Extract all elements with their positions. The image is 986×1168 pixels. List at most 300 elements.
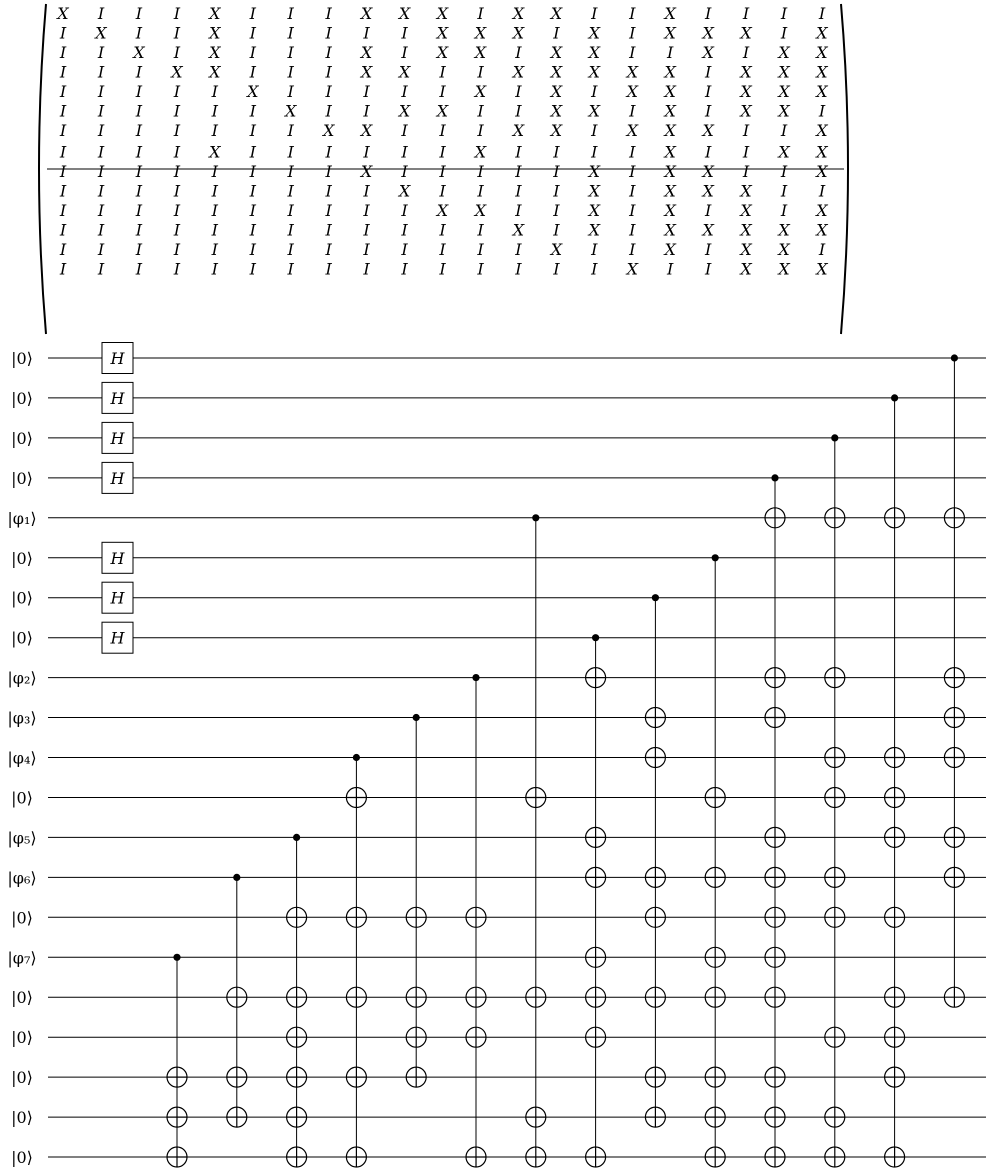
matrix-entry: I (97, 162, 105, 181)
matrix-entry: I (401, 43, 408, 62)
matrix-entry: I (325, 23, 332, 43)
cnot-target (645, 1067, 665, 1087)
matrix-entry: I (629, 101, 636, 121)
matrix-entry: I (249, 101, 256, 121)
matrix-entry: I (439, 220, 446, 240)
cnot-target (227, 987, 247, 1007)
cnot-target (705, 1147, 725, 1167)
wire-label: |0⟩ (11, 349, 33, 368)
matrix-entry: I (363, 220, 370, 240)
matrix-entry: I (287, 23, 294, 43)
matrix-entry: I (439, 142, 446, 162)
matrix-entry: I (325, 101, 332, 121)
matrix-entry: I (705, 201, 712, 220)
cnot-target (586, 987, 606, 1007)
cnot-target (645, 867, 665, 887)
matrix-entry: X (778, 240, 790, 259)
matrix-entry: I (211, 162, 218, 181)
matrix-entry: X (209, 4, 221, 23)
control-dot (891, 394, 898, 401)
matrix-entry: I (477, 162, 484, 181)
matrix-entry: I (135, 181, 143, 201)
matrix-entry: X (626, 82, 638, 101)
hadamard-gate (102, 382, 133, 413)
control-dot (771, 474, 778, 481)
matrix-entry: X (209, 62, 221, 82)
matrix-entry: I (249, 43, 256, 62)
wire-label: |0⟩ (11, 468, 33, 488)
wire-label: |0⟩ (11, 1148, 33, 1167)
matrix-entry: I (818, 101, 826, 121)
cnot-column (765, 474, 785, 1167)
matrix-entry: X (778, 101, 790, 121)
matrix-entry: X (588, 181, 600, 201)
cnot-column (466, 674, 486, 1167)
wire-label: |0⟩ (11, 388, 33, 408)
matrix-entry: X (626, 62, 638, 82)
matrix-entry: I (249, 240, 256, 259)
matrix-entry: I (477, 220, 484, 240)
cnot-target (586, 668, 606, 688)
matrix-entry: I (363, 82, 370, 101)
control-dot (173, 954, 180, 961)
matrix-entry: I (59, 142, 67, 162)
matrix-entry: I (515, 101, 522, 121)
matrix-entry: I (515, 142, 522, 162)
matrix-entry: I (363, 201, 370, 220)
cnot-target (645, 987, 665, 1007)
matrix-entry: X (778, 82, 790, 101)
matrix-entry: X (664, 220, 676, 240)
matrix-entry: I (211, 259, 218, 279)
matrix-entry: I (742, 43, 750, 62)
matrix-entry: X (171, 62, 183, 82)
matrix-entry: X (474, 43, 487, 62)
matrix-entry: X (436, 43, 449, 62)
matrix-entry: I (629, 142, 636, 162)
hadamard-gates (102, 343, 133, 654)
matrix-entry: X (740, 23, 752, 43)
matrix-entry: I (515, 43, 522, 62)
matrix-entry: I (59, 43, 67, 62)
matrix-entry: I (135, 4, 143, 23)
wire-label: |0⟩ (11, 548, 33, 568)
matrix-entry: I (173, 201, 181, 220)
matrix-entry: X (740, 201, 752, 220)
matrix-entry: I (439, 181, 446, 201)
matrix-entry: X (740, 220, 752, 240)
cnot-target (287, 1027, 307, 1047)
cnot-target (765, 508, 785, 528)
hadamard-gate (102, 343, 133, 374)
cnot-column (227, 874, 247, 1127)
matrix-entry: X (588, 62, 600, 82)
wire-label: |0⟩ (11, 428, 33, 448)
quantum-circuit (7, 343, 986, 1168)
matrix-entry: I (211, 181, 218, 201)
control-dot (413, 714, 420, 721)
matrix-entry: X (664, 101, 676, 121)
matrix-entry: I (553, 201, 560, 220)
matrix-entry: I (59, 162, 67, 181)
matrix-entry: I (97, 43, 105, 62)
cnot-target (765, 827, 785, 847)
matrix-entry: X (664, 142, 676, 162)
matrix-entry: X (360, 62, 373, 82)
matrix-entry: I (249, 220, 256, 240)
matrix-entry: I (780, 201, 788, 220)
cnot-target (705, 987, 725, 1007)
matrix-entry: X (550, 82, 563, 101)
matrix-entry: I (439, 240, 446, 259)
matrix-entry: X (702, 121, 714, 140)
matrix-entry: I (135, 220, 143, 240)
cnot-target (765, 907, 785, 927)
matrix-entry: X (702, 43, 714, 62)
matrix-entry: X (285, 101, 297, 121)
matrix-entry: I (59, 181, 67, 201)
matrix-entry: X (360, 121, 373, 140)
matrix-entry: I (515, 82, 522, 101)
cnot-target (825, 1107, 845, 1127)
matrix-entry: X (816, 142, 828, 162)
matrix-entry: I (325, 82, 332, 101)
matrix-entry: X (702, 220, 714, 240)
cnot-target (526, 1107, 546, 1127)
matrix-entry: I (629, 240, 636, 259)
matrix-entry: I (325, 142, 332, 162)
hadamard-gate (102, 462, 133, 493)
cnot-target (167, 1107, 187, 1127)
matrix-entry: I (515, 181, 522, 201)
cnot-target (885, 1147, 905, 1167)
matrix-entry: I (325, 181, 332, 201)
matrix-left-paren (39, 4, 46, 334)
cnot-target (346, 907, 366, 927)
matrix-entry: I (287, 82, 294, 101)
matrix-entry: I (818, 240, 826, 259)
matrix-entry: I (249, 23, 256, 43)
matrix-entry: X (664, 23, 676, 43)
cnot-target (765, 708, 785, 728)
cnot-target (705, 788, 725, 808)
matrix-entry: X (816, 43, 828, 62)
matrix-entry: I (363, 259, 370, 279)
cnot-column (645, 594, 665, 1127)
hadamard-label: H (110, 468, 125, 488)
matrix-entry: X (740, 82, 752, 101)
matrix-entry: I (211, 201, 218, 220)
matrix-entry: I (705, 4, 712, 23)
matrix-entry: I (59, 101, 67, 121)
matrix-entry: I (173, 121, 181, 140)
matrix-entry: I (97, 181, 105, 201)
matrix-entry: I (135, 201, 143, 220)
matrix-entry: X (702, 162, 714, 181)
matrix-entry: I (363, 181, 370, 201)
cnot-target (885, 1027, 905, 1047)
cnot-target (586, 867, 606, 887)
matrix-entry: I (629, 162, 636, 181)
wire-label: |0⟩ (11, 988, 33, 1008)
matrix-entry: X (740, 101, 752, 121)
matrix-entry: X (816, 121, 828, 140)
matrix-entry: X (664, 4, 676, 23)
cnot-column (406, 714, 426, 1087)
hadamard-label: H (110, 548, 125, 568)
matrix-entry: I (173, 82, 181, 101)
cnot-target (346, 788, 366, 808)
cnot-target (944, 508, 964, 528)
cnot-target (406, 1067, 426, 1087)
matrix-entry: X (550, 43, 563, 62)
matrix-entry: X (550, 62, 563, 82)
cnot-target (885, 987, 905, 1007)
matrix-entry: I (553, 142, 560, 162)
matrix-entry: I (249, 142, 256, 162)
matrix-entry: X (740, 259, 752, 279)
matrix-entry: I (135, 62, 143, 82)
matrix-entry: I (59, 62, 67, 82)
cnot-column (526, 514, 546, 1167)
cnot-target (287, 1067, 307, 1087)
matrix-entry: I (97, 142, 105, 162)
cnot-target (885, 508, 905, 528)
matrix-entry: I (135, 101, 143, 121)
matrix-entry: I (325, 220, 332, 240)
matrix-entry: X (550, 240, 563, 259)
matrix-entry: I (553, 259, 560, 279)
cnot-target (944, 867, 964, 887)
hadamard-gate (102, 622, 133, 653)
cnot-column (825, 434, 845, 1167)
matrix-entry: I (477, 240, 484, 259)
matrix-entry: I (591, 82, 598, 101)
control-dot (293, 834, 300, 841)
matrix-entry: X (778, 62, 790, 82)
cnot-target (765, 668, 785, 688)
cnot-target (765, 1067, 785, 1087)
wire-label: |φ₇⟩ (7, 948, 37, 968)
matrix-entry: I (97, 240, 105, 259)
matrix-entry: I (135, 121, 143, 140)
cnot-target (885, 827, 905, 847)
cnot-target (645, 748, 665, 768)
matrix-entry: I (477, 181, 484, 201)
matrix-entry: I (667, 259, 674, 279)
wire-label: |0⟩ (11, 628, 33, 648)
matrix-entry: I (629, 201, 636, 220)
matrix-entry: X (512, 62, 525, 82)
matrix-entry: I (211, 240, 218, 259)
wire-label: |φ₅⟩ (7, 828, 37, 848)
matrix-entry: I (287, 259, 294, 279)
cnot-column (287, 834, 307, 1167)
matrix-entry: I (135, 240, 143, 259)
cnot-target (346, 1147, 366, 1167)
matrix-entry: X (436, 4, 449, 23)
cnot-target (346, 987, 366, 1007)
matrix-entry: X (436, 101, 449, 121)
matrix-entry: X (512, 23, 525, 43)
matrix-entry: I (325, 43, 332, 62)
matrix-entry: I (780, 162, 788, 181)
matrix-entry: I (173, 240, 181, 259)
matrix-entry: X (436, 23, 449, 43)
matrix-entry: I (705, 240, 712, 259)
wire-label: |0⟩ (11, 588, 33, 608)
cnot-target (885, 907, 905, 927)
matrix-entry: I (818, 4, 826, 23)
cnot-target (885, 748, 905, 768)
cnot-target (406, 907, 426, 927)
matrix-entry: I (401, 82, 408, 101)
wire-label: |0⟩ (11, 788, 33, 808)
matrix-entry: I (477, 62, 484, 82)
hadamard-label: H (110, 588, 125, 608)
matrix-entry: I (477, 259, 484, 279)
matrix-entry: X (512, 4, 525, 23)
matrix-entry: I (97, 62, 105, 82)
hadamard-label: H (110, 349, 125, 368)
matrix-entry: X (209, 23, 221, 43)
matrix-entry: X (816, 201, 828, 220)
matrix-entry: X (133, 43, 145, 62)
matrix-entry: I (135, 142, 143, 162)
matrix-entry: I (591, 4, 598, 23)
matrix-entry: X (816, 259, 828, 279)
cnot-target (944, 987, 964, 1007)
matrix-entry: I (59, 220, 67, 240)
matrix-entry: I (59, 201, 67, 220)
matrix-entry: X (398, 62, 411, 82)
matrix-entry: I (477, 101, 484, 121)
matrix-entry: I (591, 142, 598, 162)
control-dot (472, 674, 479, 681)
wire-label: |φ₄⟩ (7, 748, 37, 768)
cnot-target (885, 1067, 905, 1087)
matrix-entry: I (211, 82, 218, 101)
matrix-entry: I (135, 23, 143, 43)
matrix-entry: X (816, 162, 828, 181)
matrix-entry: I (439, 62, 446, 82)
matrix-entry: X (626, 121, 638, 140)
matrix-entry: X (550, 4, 563, 23)
matrix-entry: I (97, 101, 105, 121)
matrix-entry: I (135, 82, 143, 101)
cnot-target (944, 748, 964, 768)
matrix-entry: X (360, 43, 373, 62)
matrix-entry: X (740, 240, 752, 259)
matrix-entry: I (287, 181, 294, 201)
matrix-entry: I (173, 4, 181, 23)
matrix-entry: X (588, 23, 600, 43)
matrix-entry: I (287, 121, 294, 140)
matrix-entry: I (515, 259, 522, 279)
cnot-target (466, 1147, 486, 1167)
cnot-target (825, 907, 845, 927)
matrix-entry: X (474, 201, 487, 220)
matrix-entry: I (97, 4, 105, 23)
matrix-entry: I (553, 220, 560, 240)
cnot-target (167, 1147, 187, 1167)
matrix-entry: X (474, 142, 487, 162)
matrix-entry: I (97, 82, 105, 101)
matrix-entry: I (135, 162, 143, 181)
cnot-column (944, 354, 964, 1007)
matrix-entry: I (249, 4, 256, 23)
matrix-entry: I (742, 142, 750, 162)
matrix-entry: I (363, 23, 370, 43)
matrix-entry: X (512, 220, 525, 240)
cnot-target (765, 1107, 785, 1127)
matrix-entry: X (57, 4, 69, 23)
matrix-entry: I (629, 220, 636, 240)
cnot-target (705, 947, 725, 967)
matrix-entry: I (287, 162, 294, 181)
matrix-entry: X (664, 201, 676, 220)
matrix-entry: X (702, 23, 714, 43)
matrix-entry: I (173, 142, 181, 162)
matrix-entry: I (249, 121, 256, 140)
matrix-entry: I (249, 181, 256, 201)
matrix-entry: X (588, 162, 600, 181)
matrix-entry: I (249, 259, 256, 279)
matrix-entry: X (740, 62, 752, 82)
matrix-entry: X (664, 162, 676, 181)
cnot-target (526, 788, 546, 808)
matrix-entry: I (401, 201, 408, 220)
matrix-entry: I (477, 121, 484, 140)
matrix-entry: I (629, 4, 636, 23)
cnot-target (645, 907, 665, 927)
matrix-entry: I (705, 82, 712, 101)
matrix-entry: X (664, 121, 676, 140)
matrix-entry: I (591, 240, 598, 259)
matrix-entry: X (664, 82, 676, 101)
wire-label: |0⟩ (11, 908, 33, 928)
matrix-entry: I (780, 4, 788, 23)
matrix-entry: X (247, 82, 259, 101)
cnot-target (526, 987, 546, 1007)
cnot-target (825, 867, 845, 887)
matrix-entry: I (705, 62, 712, 82)
matrix-entry: I (553, 23, 560, 43)
matrix-entry: I (135, 259, 143, 279)
matrix-entry: X (740, 181, 752, 201)
hadamard-label: H (110, 628, 125, 648)
hadamard-gate (102, 422, 133, 453)
matrix-entry: X (588, 220, 600, 240)
wire-label: |0⟩ (11, 1108, 33, 1128)
matrix-entry: X (626, 259, 638, 279)
matrix-entry: I (59, 121, 67, 140)
matrix-entry: I (97, 220, 105, 240)
matrix-entry: X (398, 101, 411, 121)
matrix-entry: I (780, 23, 788, 43)
matrix-entry: I (173, 259, 181, 279)
matrix-entry: I (591, 121, 598, 140)
matrix-entry: I (173, 101, 181, 121)
matrix-entry: I (553, 162, 560, 181)
matrix-entry: I (59, 259, 67, 279)
matrix-entry: I (287, 201, 294, 220)
matrix-entry: I (249, 201, 256, 220)
matrix-entry: I (818, 181, 826, 201)
matrix-entry: I (401, 121, 408, 140)
cnot-target (227, 1067, 247, 1087)
matrix-entry: I (401, 23, 408, 43)
